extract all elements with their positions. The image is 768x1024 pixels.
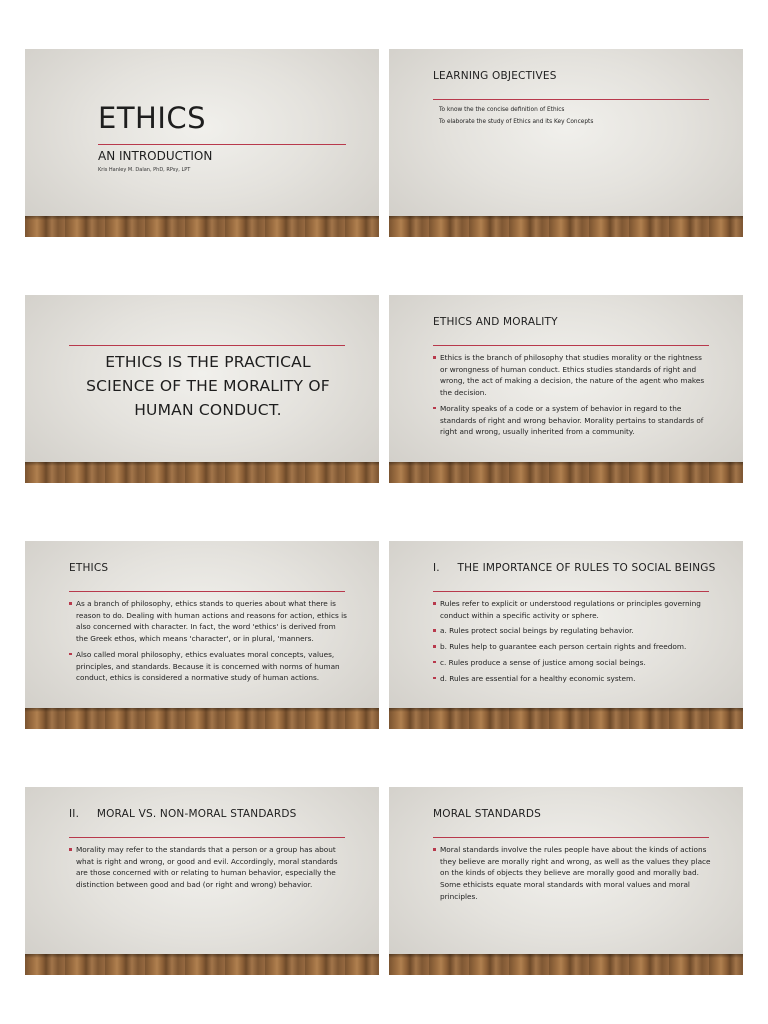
bullet-list	[433, 598, 711, 688]
bullet-list	[433, 844, 711, 907]
slide-author: Kris Hanley M. Dalan, PhD, RPsy, LPT	[98, 167, 191, 173]
slide-ethics-intro	[25, 49, 379, 237]
slide-title: MORAL STANDARDS	[433, 808, 541, 820]
wood-floor	[389, 462, 743, 483]
wood-floor	[25, 954, 379, 975]
bullet-list	[69, 598, 347, 688]
title-rule	[69, 591, 345, 592]
bullet-list	[69, 844, 347, 895]
wood-floor	[25, 216, 379, 237]
title-rule	[433, 345, 709, 346]
title-rule	[433, 99, 709, 100]
slide-title: ETHICS	[69, 562, 109, 574]
wood-floor	[25, 708, 379, 729]
list-item: c. Rules produce a sense of justice among social beings.	[433, 657, 711, 669]
slide-title: II. MORAL VS. NON-MORAL STANDARDS	[69, 808, 297, 820]
title-rule	[69, 345, 345, 346]
list-item: a. Rules protect social beings by regulating behavior.	[433, 625, 711, 637]
slide-subtitle: AN INTRODUCTION	[98, 149, 213, 163]
objectives-list	[439, 104, 719, 128]
slide-title: I. THE IMPORTANCE OF RULES TO SOCIAL BEINGS	[433, 562, 716, 574]
slide-moral-standards	[389, 787, 743, 975]
slide-title: LEARNING OBJECTIVES	[433, 70, 557, 82]
list-item: Also called moral philosophy, ethics evaluates moral concepts, values, principles, and standards. Because it is concerned with norms of human conduct, ethics is considered a normative study of human actions.	[69, 649, 347, 684]
slide-ethics-definition	[25, 295, 379, 483]
slide-title: ETHICS AND MORALITY	[433, 316, 558, 328]
title-rule	[433, 591, 709, 592]
slide-importance-of-rules	[389, 541, 743, 729]
list-item: b. Rules help to guarantee each person certain rights and freedom.	[433, 641, 711, 653]
slide-moral-vs-non-moral	[25, 787, 379, 975]
list-item: As a branch of philosophy, ethics stands to queries about what there is reason to do. Dealing with human actions and reasons for action, ethics is also concerned with character. In fact, the word 'ethics' is derived from the Greek ethos, which means 'character', or in plural, 'manners.	[69, 598, 347, 645]
list-item: Morality speaks of a code or a system of behavior in regard to the standards of right and wrong behavior. Morality pertains to standards of right and wrong, usually inherited from a community.	[433, 403, 711, 438]
list-item: Rules refer to explicit or understood regulations or principles governing conduct within a specific activity or sphere.	[433, 598, 711, 621]
list-item: Ethics is the branch of philosophy that studies morality or the rightness or wrongness of human conduct. Ethics studies standards of right and wrong, the act of making a decision, the nature of the agent who makes the decision.	[433, 352, 711, 399]
slide-title: ETHICS	[98, 101, 207, 135]
wood-floor	[389, 708, 743, 729]
list-item: To elaborate the study of Ethics and its Key Concepts	[439, 119, 594, 125]
title-rule	[98, 144, 346, 145]
slide-learning-objectives	[389, 49, 743, 237]
list-item: Moral standards involve the rules people have about the kinds of actions they believe are morally right and wrong, as well as the values they place on the kinds of objects they believe are morally good and morally bad. Some ethicists equate moral standards with moral values and moral principles.	[433, 844, 711, 903]
slide-ethics-and-morality	[389, 295, 743, 483]
list-item: d. Rules are essential for a healthy economic system.	[433, 673, 711, 685]
title-rule	[69, 837, 345, 838]
list-item: To know the the concise definition of Ethics	[439, 107, 565, 113]
wood-floor	[25, 462, 379, 483]
wood-floor	[389, 954, 743, 975]
list-item: Morality may refer to the standards that a person or a group has about what is right and wrong, or good and evil. Accordingly, moral standards are those concerned with or relating to human behavior, especially the distinction between good and bad (or right and wrong) behavior.	[69, 844, 347, 891]
slide-ethics	[25, 541, 379, 729]
wood-floor	[389, 216, 743, 237]
definition-quote: ETHICS IS THE PRACTICAL SCIENCE OF THE MORALITY OF HUMAN CONDUCT.	[86, 353, 330, 419]
bullet-list	[433, 352, 711, 442]
title-rule	[433, 837, 709, 838]
